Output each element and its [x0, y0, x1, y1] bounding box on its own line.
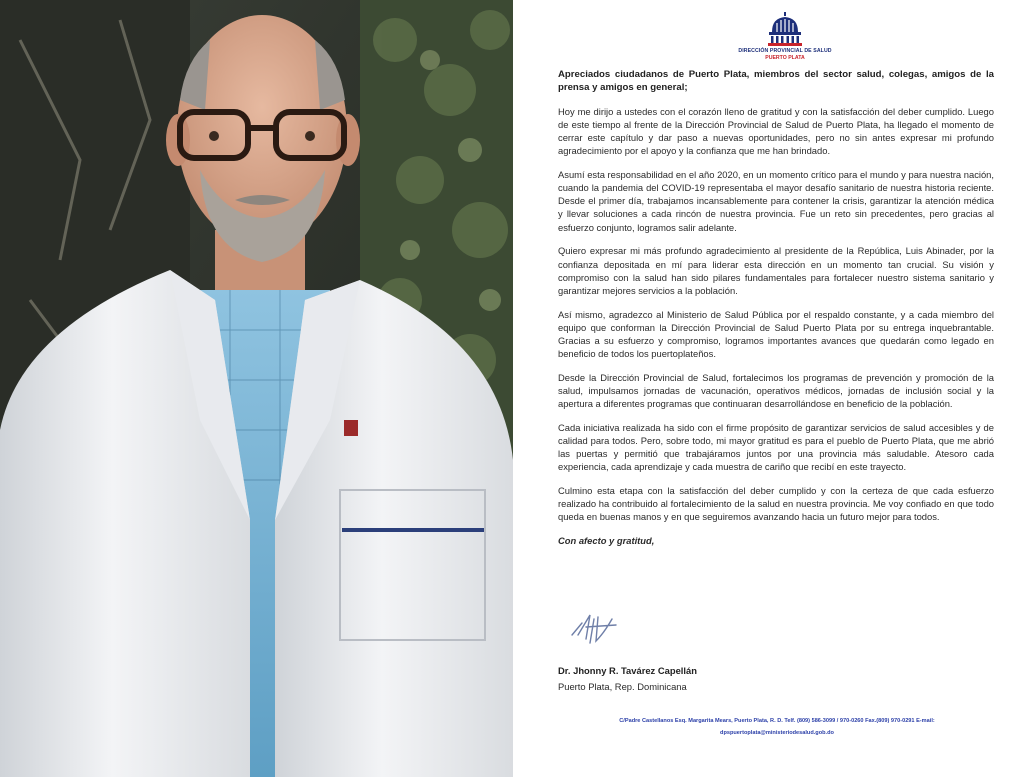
signer-name: Dr. Jhonny R. Tavárez Capellán — [558, 665, 697, 676]
closing: Con afecto y gratitud, — [558, 535, 655, 547]
paragraph-6: Cada iniciativa realizada ha sido con el firme propósito de garantizar servicios de salud accesibles y de calidad para todos. Pero, sobre todo, mi mayor gratitud es para el pueblo de Puerto Plata, que me abrió las puertas y permitió que trabajáramos juntos por una provincia más saludable. Atesoro cada experiencia, cada aprendizaje y cada muestra de cariño que recibí en este trayecto. — [558, 421, 994, 473]
paragraph-3: Quiero expresar mi más profundo agradecimiento al presidente de la República, Luis Abinader, por la confianza depositada en mí para liderar esta dirección en un momento tan crucial. Su visión y compromiso con la salud han sido pilares fundamentales para fortalecer nuestro sistema sanitario y garantizar mejores servicios a la población. — [558, 245, 994, 296]
paragraph-2: Asumí esta responsabilidad en el año 2020, en un momento crítico para el mundo y para nuestra nación, cuando la pandemia del COVID-19 representaba el mayor desafío sanitario de nuestra historia reciente. Desde el primer día, trabajamos incansablemente para contener la crisis, garantizar la atención médica y llevar soluciones a cada rincón de nuestra provincia. Fue un reto sin precedentes, pero gracias al esfuerzo conjunto, logramos salir adelante. — [558, 169, 994, 233]
panel-divider — [513, 0, 522, 777]
footer-email: dpspuertoplata@ministeriodesalud.gob.do — [720, 730, 834, 736]
paragraph-1: Hoy me dirijo a ustedes con el corazón lleno de gratitud y con la satisfacción del deber cumplido. Luego de este tiempo al frente de la Dirección Provincial de Salud de Puerto Plata, ha llegado el momento de cerrar este capítulo y dar paso a nuevas oportunidades, pero no sin antes expresar mi profundo agradecimiento por el apoyo y la confianza que me han brindado. — [558, 105, 994, 157]
signer-place: Puerto Plata, Rep. Dominicana — [558, 681, 687, 692]
capitol-dome-icon — [766, 12, 804, 46]
handwritten-signature — [560, 605, 640, 655]
logo-subtitle: PUERTO PLATA — [765, 55, 805, 61]
paragraph-7: Culmino esta etapa con la satisfacción del deber cumplido y con la certeza de que cada esfuerzo realizado ha contribuido al fortalecimiento de la salud en nuestra provincia. Me voy confiado en que todo queda en buenas manos y en que seguiremos avanzando hacia un futuro mejor para todos. — [558, 485, 994, 523]
salutation: Apreciados ciudadanos de Puerto Plata, miembros del sector salud, colegas, amigos de la prensa y amigos en general; — [558, 69, 994, 94]
letter-body — [558, 68, 994, 558]
ministry-logo — [738, 12, 832, 64]
paragraph-4: Así mismo, agradezco al Ministerio de Salud Pública por el respaldo constante, y a cada miembro del equipo que conforman la Dirección Provincial de Salud Puerto Plata por su entrega inquebrantable. Gracias a su esfuerzo y compromiso, logramos importantes avances que quedarán como legado en beneficio de todos los puertoplateños. — [558, 308, 994, 359]
letter-page — [522, 0, 1024, 777]
logo-title: DIRECCIÓN PROVINCIAL DE SALUD — [738, 48, 832, 54]
footer-address: C/Padre Castellanos Esq. Margarita Mears, Puerto Plata, R. D. Telf. (809) 586-3099 / 970-0260 Fax.(809) 970-0291 E-mail: — [619, 718, 935, 724]
paragraph-5: Desde la Dirección Provincial de Salud, fortalecimos los programas de prevención y promoción de la salud, impulsamos jornadas de vacunación, operativos médicos, jornadas de inclusión social y la apertura a diferentes programas que continuaran desarrollándose en beneficio de la población. — [558, 371, 994, 409]
